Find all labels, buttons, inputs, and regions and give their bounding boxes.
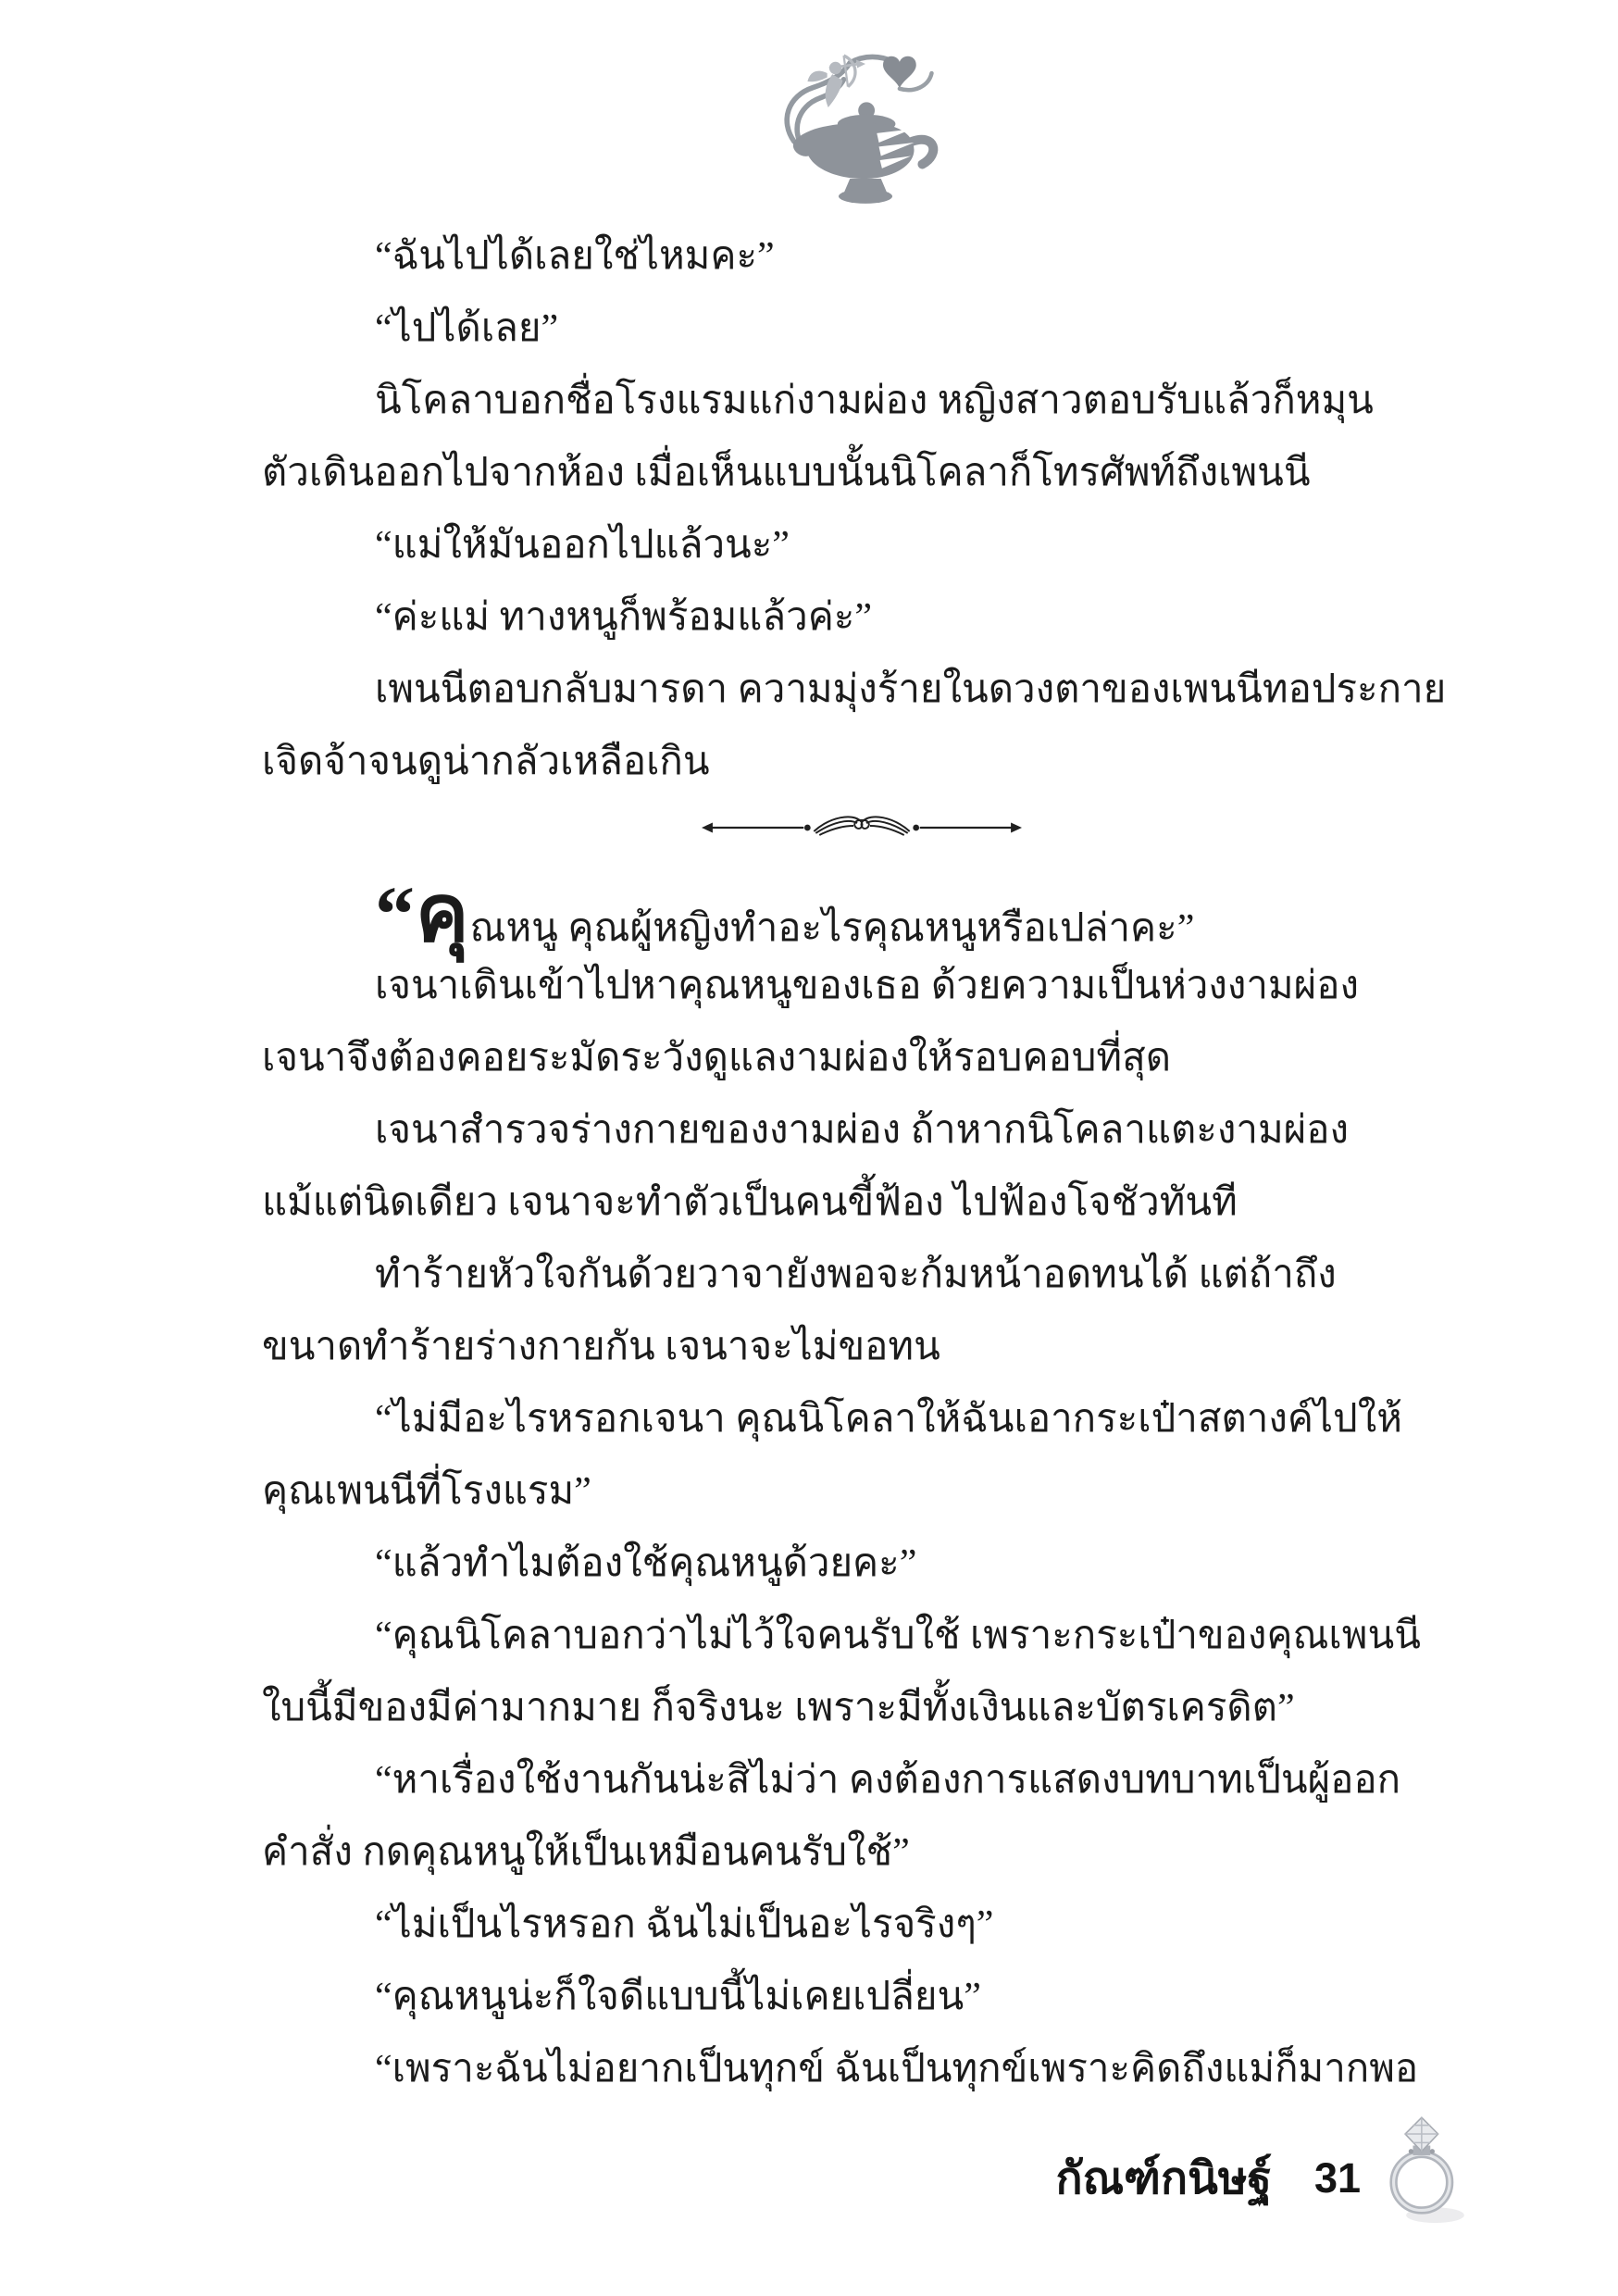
text-line: “คุณนิโคลาบอกว่าไม่ไว้ใจคนรับใช้ เพราะกระเป๋าของคุณเพนนี (375, 1615, 1421, 1657)
text-line: ใบนี้มีของมีค่ามากมาย ก็จริงนะ เพราะมีทั้งเงินและบัตรเครดิต” (262, 1687, 1295, 1729)
section-divider-icon (700, 807, 1024, 848)
text-line: เจนาจึงต้องคอยระมัดระวังดูแลงามผ่องให้รอบคอบที่สุด (262, 1037, 1172, 1079)
text-line: “ไปได้เลย” (375, 307, 559, 350)
page-number: 31 (1313, 2154, 1361, 2202)
text-line: คำสั่ง กดคุณหนูให้เป็นเหมือนคนรับใช้” (262, 1831, 910, 1874)
text-line: “ไม่เป็นไรหรอก ฉันไม่เป็นอะไรจริงๆ” (375, 1903, 994, 1946)
text-line: นิโคลาบอกชื่อโรงแรมแก่งามผ่อง หญิงสาวตอบรับแล้วก็หมุน (375, 380, 1374, 422)
lead-rest: ณหนู คุณผู้หญิงทำอะไรคุณหนูหรือเปล่าคะ” (469, 907, 1195, 950)
text-line: “ฉันไปได้เลยใช่ไหมคะ” (375, 235, 775, 278)
text-line: เจนาสำรวจร่างกายของงามผ่อง ถ้าหากนิโคลาแตะงามผ่อง (375, 1109, 1349, 1152)
text-line: เจนาเดินเข้าไปหาคุณหนูของเธอ ด้วยความเป็นห่วงงามผ่อง (375, 965, 1359, 1007)
text-block-1 (262, 220, 1484, 798)
text-block-2 (262, 869, 1484, 2105)
text-line: ทำร้ายหัวใจกันด้วยวาจายังพอจะก้มหน้าอดทนได้ แต่ถ้าถึง (375, 1254, 1337, 1296)
text-line: คุณเพนนีที่โรงแรม” (262, 1470, 591, 1513)
text-line: “ค่ะแม่ ทางหนูก็พร้อมแล้วค่ะ” (375, 596, 872, 639)
genie-lamp-cupid-icon (778, 46, 953, 199)
text-line: “ไม่มีอะไรหรอกเจนา คุณนิโคลาให้ฉันเอากระเป๋าสตางค์ไปให้ (375, 1398, 1402, 1441)
page-footer (1056, 2129, 1469, 2227)
text-line: “เพราะฉันไม่อยากเป็นทุกข์ ฉันเป็นทุกข์เพราะคิดถึงแม่ก็มากพอ (375, 2048, 1419, 2090)
text-line: “แล้วทำไมต้องใช้คุณหนูด้วยคะ” (375, 1542, 917, 1585)
lead-capital: “คุ (375, 869, 470, 958)
text-line: ตัวเดินออกไปจากห้อง เมื่อเห็นแบบนั้นนิโคลาก็โทรศัพท์ถึงเพนนี (262, 452, 1311, 494)
diamond-ring-icon (1381, 2113, 1468, 2227)
section-lead-line (262, 869, 1484, 958)
text-line: เพนนีตอบกลับมารดา ความมุ่งร้ายในดวงตาของเพนนีทอประกาย (375, 668, 1447, 711)
text-line: “หาเรื่องใช้งานกันน่ะสิไม่ว่า คงต้องการแสดงบทบาทเป็นผู้ออก (375, 1759, 1401, 1802)
text-line: ขนาดทำร้ายร่างกายกัน เจนาจะไม่ขอทน (262, 1326, 940, 1368)
text-line: เจิดจ้าจนดูน่ากลัวเหลือเกิน (262, 741, 710, 783)
text-line: “คุณหนูน่ะก็ใจดีแบบนี้ไม่เคยเปลี่ยน” (375, 1976, 981, 2018)
book-title: กัณฑ์กนิษฐ์ (1055, 2154, 1272, 2203)
text-line: “แม่ให้มันออกไปแล้วนะ” (375, 524, 790, 567)
text-line: แม้แต่นิดเดียว เจนาจะทำตัวเป็นคนขี้ฟ้อง ไปฟ้องโจชัวทันที (262, 1181, 1238, 1224)
